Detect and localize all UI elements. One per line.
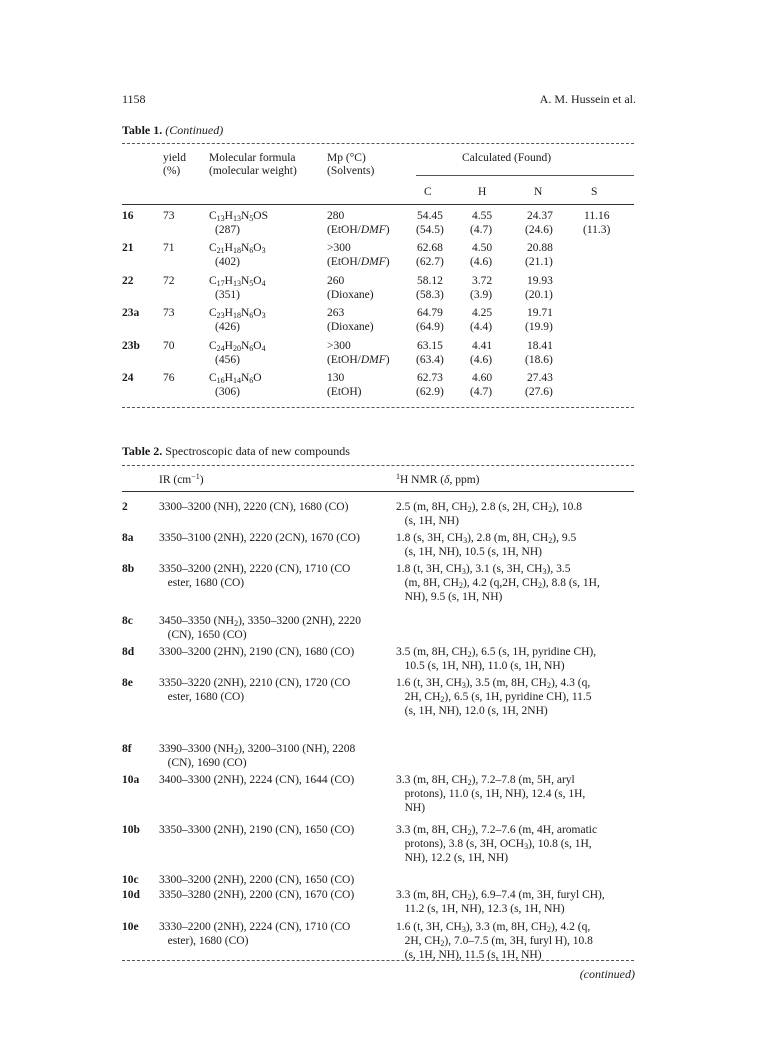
n-found: (27.6) — [525, 386, 553, 398]
melting-point: 130 — [327, 372, 345, 384]
compound-id: 8c — [122, 615, 133, 627]
col-header-nmr: $^1$H NMR (δ, ppm) — [396, 472, 480, 486]
col-header-ir: IR $(cm^{-1})$ — [159, 472, 204, 486]
c-calculated: 58.12 — [417, 275, 443, 287]
melting-point: 260 — [327, 275, 345, 287]
nmr-data: 3.3 (m, 8H, $CH_2$), 6.9–7.4 (m, 3H, furyl CH), 11.2 (s, 1H, NH), 12.3 (s, 1H, NH) — [396, 889, 605, 915]
yield-value: 73 — [163, 210, 175, 222]
compound-id: 10d — [122, 889, 140, 901]
compound-id: 22 — [122, 275, 134, 287]
h-found: (4.7) — [470, 224, 493, 236]
h-calculated: 4.55 — [472, 210, 493, 222]
col-header-h: H — [478, 186, 487, 198]
col-header-yield-unit: (%) — [163, 165, 181, 177]
melting-point: >300 — [327, 242, 351, 254]
compound-id: 23b — [122, 340, 140, 352]
col-header-mp-sub: (Solvents) — [327, 165, 375, 177]
nmr-data: 1.6 (t, 3H, $CH_3$), 3.3 (m, 8H, $CH_2$), 4.2 (q, 2H, $CH_2$), 7.0–7.5 (m, 3H, furyl H), 10.8 (s, 1H, NH), 11.5 (s, 1H, NH) — [396, 921, 593, 961]
table1-caption-label: Table 1. — [122, 123, 163, 137]
nmr-data: 3.5 (m, 8H, $CH_2$), 6.5 (s, 1H, pyridine CH), 10.5 (s, 1H, NH), 11.0 (s, 1H, NH) — [396, 646, 597, 672]
c-found: (54.5) — [416, 224, 444, 236]
col-header-n: N — [534, 186, 543, 198]
h-calculated: 4.60 — [472, 372, 493, 384]
col-header-formula: Molecular formula — [209, 152, 296, 164]
yield-value: 73 — [163, 307, 175, 319]
n-calculated: 19.93 — [527, 275, 553, 287]
molecular-formula: $C_{16}H_{14}N_6O$ — [209, 372, 262, 385]
melting-point: >300 — [327, 340, 351, 352]
calc-span-rule — [416, 175, 634, 176]
continued-note: (continued) — [579, 967, 635, 981]
table1-caption-text: (Continued) — [165, 123, 224, 137]
h-calculated: 4.50 — [472, 242, 493, 254]
compound-id: 10b — [122, 824, 140, 836]
ir-data: 3450–3350 $(NH_2)$, 3350–3200 (2NH), 2220 (CN), 1650 (CO) — [159, 615, 362, 641]
nmr-data: 1.6 (t, 3H, $CH_3$), 3.5 (m, 8H, $CH_2$), 4.3 (q, 2H, $CH_2$), 6.5 (s, 1H, pyridine CH), 11.5 (s, 1H, NH), 12.0 (s, 1H, 2NH) — [396, 677, 592, 717]
c-calculated: 54.45 — [417, 210, 443, 222]
table1-top-rule — [122, 143, 634, 144]
solvent: (Dioxane) — [327, 321, 374, 333]
n-found: (21.1) — [525, 256, 553, 268]
page-number: 1158 — [122, 92, 146, 106]
ir-data: 3300–3200 (2NH), 2200 (CN), 1650 (CO) — [159, 874, 355, 886]
molecular-formula: $C_{21}H_{18}N_6O_3$ — [209, 242, 266, 255]
table2-header-rule — [122, 491, 634, 492]
col-header-formula-sub: (molecular weight) — [209, 165, 297, 177]
table1-header-rule — [122, 204, 634, 205]
table1-caption — [122, 123, 223, 138]
h-calculated: 4.25 — [472, 307, 493, 319]
table2-caption-text: Spectroscopic data of new compounds — [165, 444, 350, 458]
compound-id: 8a — [122, 532, 134, 544]
col-header-calculated: Calculated (Found) — [462, 152, 552, 164]
solvent: (EtOH/DMF) — [327, 256, 390, 268]
n-calculated: 24.37 — [527, 210, 553, 222]
table2-top-rule — [122, 465, 634, 466]
col-header-mp: Mp (°C) — [327, 152, 366, 164]
n-calculated: 20.88 — [527, 242, 553, 254]
molecular-formula: $C_{13}H_{13}N_5OS$ — [209, 210, 268, 223]
solvent: (EtOH/DMF) — [327, 354, 390, 366]
c-found: (64.9) — [416, 321, 444, 333]
s-found: (11.3) — [583, 224, 611, 236]
nmr-data: 1.8 (t, 3H, $CH_3$), 3.1 (s, 3H, $CH_3$), 3.5 (m, 8H, $CH_2$), 4.2 (q,2H, $CH_2$), 8.8 (s, 1H, NH), 9.5 (s, 1H, NH) — [396, 563, 600, 603]
c-calculated: 63.15 — [417, 340, 443, 352]
compound-id: 10c — [122, 874, 139, 886]
col-header-s: S — [591, 186, 598, 198]
c-found: (62.7) — [416, 256, 444, 268]
ir-data: 3350–3100 (2NH), 2220 (2CN), 1670 (CO) — [159, 532, 360, 544]
nmr-data: 3.3 (m, 8H, $CH_2$), 7.2–7.6 (m, 4H, aromatic protons), 3.8 (s, 3H, $OCH_3$), 10.8 (s, 1H, NH), 12.2 (s, 1H, NH) — [396, 824, 598, 864]
ir-data: 3300–3200 (2HN), 2190 (CN), 1680 (CO) — [159, 646, 355, 658]
h-found: (4.6) — [470, 354, 493, 366]
table2-caption-label: Table 2. — [122, 444, 163, 458]
yield-value: 76 — [163, 372, 175, 384]
yield-value: 70 — [163, 340, 175, 352]
n-found: (18.6) — [525, 354, 553, 366]
molecular-weight: (287) — [215, 224, 240, 236]
table2-bottom-rule — [122, 960, 634, 961]
n-found: (19.9) — [525, 321, 553, 333]
compound-id: 8b — [122, 563, 135, 575]
molecular-weight: (306) — [215, 386, 240, 398]
h-found: (3.9) — [470, 289, 493, 301]
n-found: (20.1) — [525, 289, 553, 301]
h-calculated: 4.41 — [472, 340, 493, 352]
h-found: (4.6) — [470, 256, 493, 268]
compound-id: 24 — [122, 372, 134, 384]
c-calculated: 64.79 — [417, 307, 443, 319]
n-found: (24.6) — [525, 224, 553, 236]
col-header-c: C — [424, 186, 432, 198]
yield-value: 72 — [163, 275, 175, 287]
nmr-data: 1.8 (s, 3H, $CH_3$), 2.8 (m, 8H, $CH_2$), 9.5 (s, 1H, NH), 10.5 (s, 1H, NH) — [396, 532, 577, 558]
ir-data: 3350–3200 (2NH), 2220 (CN), 1710 (CO ester, 1680 (CO) — [159, 563, 351, 589]
compound-id: 8f — [122, 743, 132, 755]
table2-caption — [122, 444, 350, 459]
n-calculated: 18.41 — [527, 340, 553, 352]
solvent: (Dioxane) — [327, 289, 374, 301]
molecular-formula: $C_{24}H_{20}N_6O_4$ — [209, 340, 266, 353]
table1-bottom-rule — [122, 407, 634, 408]
ir-data: 3300–3200 (NH), 2220 (CN), 1680 (CO) — [159, 501, 349, 513]
c-found: (62.9) — [416, 386, 444, 398]
compound-id: 23a — [122, 307, 140, 319]
compound-id: 2 — [122, 501, 128, 513]
nmr-data: 2.5 (m, 8H, $CH_2$), 2.8 (s, 2H, $CH_2$), 10.8 (s, 1H, NH) — [396, 501, 582, 527]
ir-data: 3390–3300 $(NH_2)$, 3200–3100 (NH), 2208 (CN), 1690 (CO) — [159, 743, 356, 769]
c-calculated: 62.73 — [417, 372, 443, 384]
ir-data: 3350–3220 (2NH), 2210 (CN), 1720 (CO ester, 1680 (CO) — [159, 677, 351, 703]
compound-id: 10a — [122, 774, 140, 786]
nmr-data: 3.3 (m, 8H, $CH_2$), 7.2–7.8 (m, 5H, aryl protons), 11.0 (s, 1H, NH), 12.4 (s, 1H, NH) — [396, 774, 586, 814]
s-calculated: 11.16 — [584, 210, 610, 222]
h-calculated: 3.72 — [472, 275, 493, 287]
c-calculated: 62.68 — [417, 242, 443, 254]
compound-id: 16 — [122, 210, 134, 222]
ir-data: 3350–3280 (2NH), 2200 (CN), 1670 (CO) — [159, 889, 355, 901]
col-header-yield: yield — [163, 152, 186, 164]
molecular-formula: $C_{17}H_{13}N_5O_4$ — [209, 275, 266, 288]
molecular-weight: (456) — [215, 354, 240, 366]
solvent: (EtOH/DMF) — [327, 224, 390, 236]
molecular-formula: $C_{23}H_{18}N_6O_3$ — [209, 307, 266, 320]
solvent: (EtOH) — [327, 386, 362, 398]
compound-id: 8d — [122, 646, 135, 658]
n-calculated: 27.43 — [527, 372, 553, 384]
ir-data: 3400–3300 (2NH), 2224 (CN), 1644 (CO) — [159, 774, 355, 786]
compound-id: 8e — [122, 677, 133, 689]
molecular-weight: (402) — [215, 256, 240, 268]
running-head: A. M. Hussein et al. — [539, 92, 636, 106]
melting-point: 280 — [327, 210, 345, 222]
h-found: (4.4) — [470, 321, 493, 333]
molecular-weight: (426) — [215, 321, 240, 333]
ir-data: 3350–3300 (2NH), 2190 (CN), 1650 (CO) — [159, 824, 355, 836]
melting-point: 263 — [327, 307, 345, 319]
molecular-weight: (351) — [215, 289, 240, 301]
h-found: (4.7) — [470, 386, 493, 398]
compound-id: 21 — [122, 242, 134, 254]
n-calculated: 19.71 — [527, 307, 553, 319]
c-found: (63.4) — [416, 354, 444, 366]
c-found: (58.3) — [416, 289, 444, 301]
yield-value: 71 — [163, 242, 175, 254]
compound-id: 10e — [122, 921, 139, 933]
ir-data: 3330–2200 (2NH), 2224 (CN), 1710 (CO ester), 1680 (CO) — [159, 921, 351, 947]
